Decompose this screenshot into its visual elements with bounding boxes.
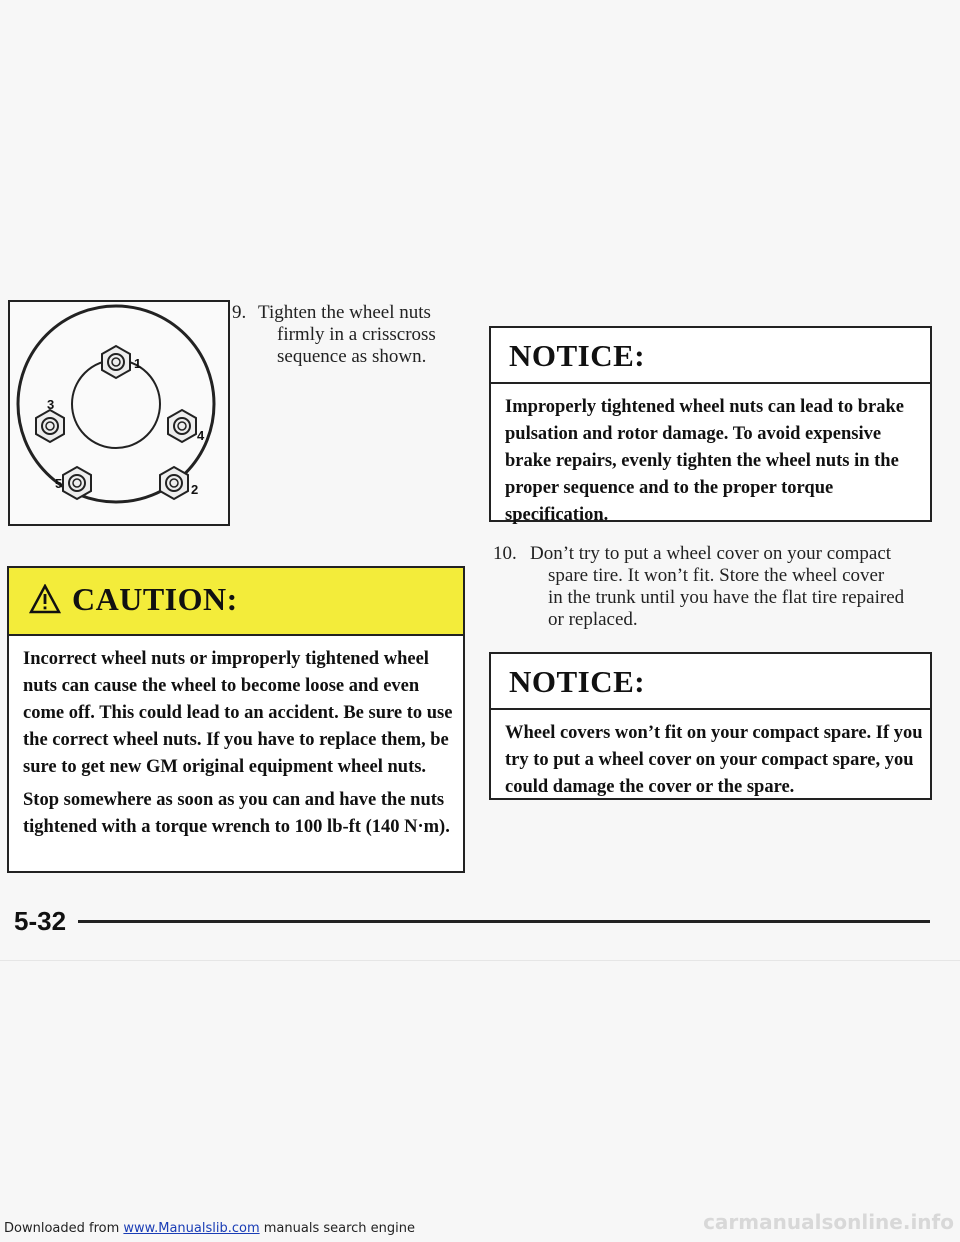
- nut-label-1: 1: [134, 356, 142, 371]
- lug-nut-4: [168, 410, 196, 442]
- caution-box: [7, 566, 465, 873]
- notice-1-title: NOTICE:: [509, 338, 646, 373]
- wheel-diagram-svg: [10, 302, 228, 524]
- caution-header: [9, 568, 463, 636]
- download-footer: [4, 1221, 415, 1236]
- page-rule-divider: [78, 920, 930, 923]
- caution-body: [23, 646, 455, 847]
- step-10-line-4: or replaced.: [548, 609, 638, 630]
- notice-1-body: Improperly tightened wheel nuts can lead to brake pulsation and rotor damage. To avoid expensive brake repairs, evenly tighten the wheel nuts in the proper sequence and to the proper torque specification.: [505, 397, 904, 525]
- step-10-line-3: in the trunk until you have the flat tire repaired: [548, 587, 905, 608]
- step-9: [232, 302, 462, 372]
- nut-label-2: 2: [191, 482, 199, 497]
- notice-2-body: Wheel covers won’t fit on your compact spare. If you try to put a wheel cover on your compact spare, you could damage the cover or the spare.: [505, 723, 923, 797]
- notice-box-brakes: [489, 326, 932, 525]
- caution-paragraph-2: Stop somewhere as soon as you can and have the nuts tightened with a torque wrench to 100 lb-ft (140 N·m).: [23, 790, 450, 837]
- notice-box-wheel-covers: [489, 652, 932, 800]
- nut-label-5: 5: [55, 476, 63, 491]
- watermark-text: carmanualsonline.info: [703, 1210, 954, 1234]
- step-10: [493, 543, 933, 635]
- step-10-line-1: Don’t try to put a wheel cover on your compact: [530, 543, 892, 564]
- notice-1-header: [491, 328, 930, 384]
- faint-divider: [0, 960, 960, 961]
- lug-nut-2: [160, 467, 188, 499]
- warning-triangle-icon: [29, 584, 61, 614]
- step-9-line-1: Tighten the wheel nuts: [258, 302, 431, 323]
- wheel-nut-diagram: [8, 300, 230, 526]
- page-number: 5-32: [14, 906, 67, 936]
- lug-nut-5: [63, 467, 91, 499]
- manualslib-link[interactable]: www.Manualslib.com: [123, 1221, 260, 1236]
- footer-prefix: Downloaded from: [4, 1221, 124, 1236]
- footer-suffix: manuals search engine: [259, 1221, 416, 1236]
- lug-nut-1: [102, 346, 130, 378]
- nut-label-3: 3: [47, 397, 55, 412]
- caution-title: CAUTION:: [72, 581, 238, 617]
- caution-paragraph-1: Incorrect wheel nuts or improperly tightened wheel nuts can cause the wheel to become loose and even come off. This could lead to an accident. Be sure to use the correct wheel nuts. If you have to replace them, be sure to get new GM original equipment wheel nuts.: [23, 649, 453, 777]
- step-10-line-2: spare tire. It won’t fit. Store the wheel cover: [548, 565, 885, 586]
- step-9-line-3: sequence as shown.: [277, 346, 427, 367]
- notice-2-header: [491, 654, 930, 710]
- lug-nut-3: [36, 410, 64, 442]
- step-9-line-2: firmly in a crisscross: [277, 324, 436, 345]
- step-10-number: 10.: [493, 543, 517, 564]
- nut-label-4: 4: [197, 428, 205, 443]
- notice-2-title: NOTICE:: [509, 664, 646, 699]
- step-9-number: 9.: [232, 302, 247, 323]
